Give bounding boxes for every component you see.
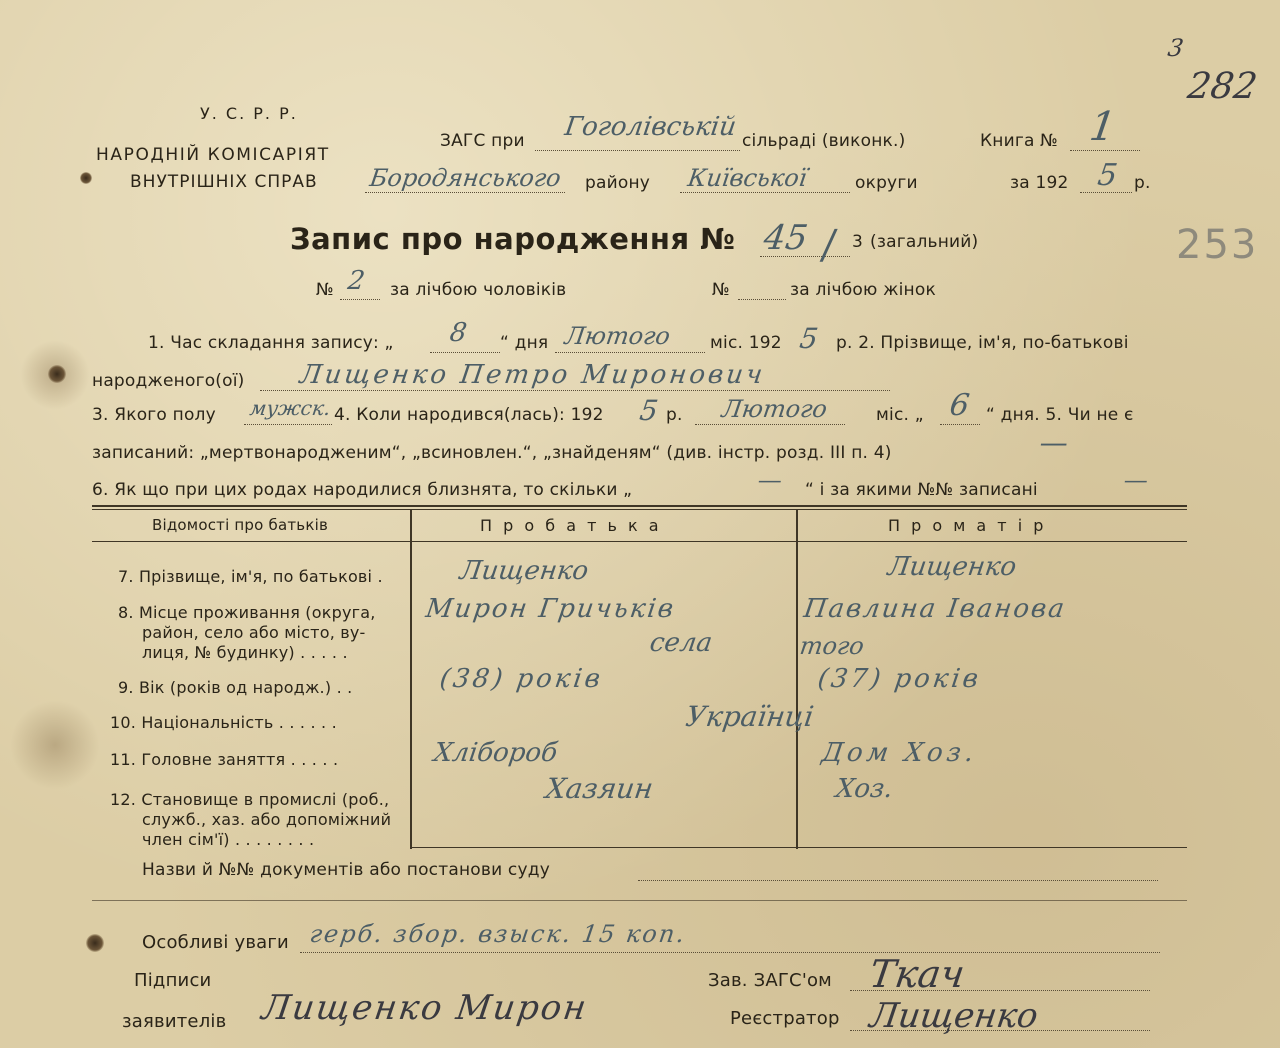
zags-label: ЗАГС при — [440, 131, 525, 151]
signatures-label: Підписи — [134, 970, 212, 991]
father-name: Мирон Гричьків — [423, 594, 678, 624]
republic-label: У. С. Р. Р. — [200, 104, 298, 123]
item-6-mid: “ і за якими №№ записані — [805, 480, 1038, 500]
record-day: 8 — [447, 318, 469, 348]
footer-rule — [92, 900, 1187, 901]
dotted-line — [738, 299, 786, 300]
item-1-day-suffix: “ дня — [500, 333, 549, 353]
punch-hole — [80, 172, 92, 184]
raion-name: Бородянського — [368, 164, 563, 192]
twins-numbers: — — [1122, 466, 1150, 494]
raion-label: району — [585, 173, 651, 193]
dotted-line — [340, 299, 380, 300]
table-column-divider — [410, 509, 412, 849]
item-4-label: 4. Коли народився(лась): 192 — [334, 405, 604, 425]
father-surname: Лищенко — [457, 556, 591, 586]
row-label-7: 7. Прізвище, ім'я, по батькові . — [118, 567, 383, 586]
zags-head-label: Зав. ЗАГС'ом — [708, 970, 832, 991]
item-5-label: “ дня. 5. Чи не є — [986, 405, 1134, 425]
applicants-label: заявителів — [122, 1011, 227, 1032]
okruha-name: Київської — [686, 164, 809, 192]
father-age: (38) років — [437, 664, 606, 694]
birth-year: 5 — [637, 394, 661, 427]
twins-count: — — [756, 466, 784, 494]
book-number: 1 — [1086, 104, 1119, 150]
record-slash: / — [818, 222, 839, 268]
item-6-label: 6. Як що при цих родах народилися близнята, то скільки „ — [92, 480, 633, 500]
row-label-12-line-3: член сім'ї) . . . . . . . . — [142, 830, 315, 849]
book-label: Книга № — [980, 131, 1059, 151]
column-header-info: Відомості про батьків — [152, 516, 328, 534]
table-top-rule — [92, 505, 1187, 507]
stain — [10, 700, 100, 790]
row-label-9: 9. Вік (років од народж.) . . — [118, 678, 353, 697]
zags-head-signature: Ткач — [866, 952, 968, 996]
dotted-line — [535, 150, 740, 151]
child-sex: мужск. — [248, 396, 333, 420]
mother-status: Хоз. — [833, 774, 895, 804]
mother-age: (37) років — [815, 664, 984, 694]
item-2-label: р. 2. Прізвище, ім'я, по-батькові — [836, 333, 1129, 353]
row-label-10: 10. Національність . . . . . . — [110, 713, 337, 732]
item-1-label: 1. Час складання запису: „ — [148, 333, 394, 353]
year-label: за 192 — [1010, 173, 1069, 193]
item-3-label: 3. Якого полу — [92, 405, 216, 425]
mother-place: того — [798, 632, 866, 660]
dotted-line — [1070, 150, 1140, 151]
table-top-rule — [92, 509, 1187, 510]
okruha-label: округи — [855, 173, 918, 193]
record-number-suffix: 3 — [852, 232, 864, 252]
table-bottom-rule — [410, 847, 1187, 848]
year-digit: 5 — [1095, 158, 1120, 193]
commissariat-line-1: НАРОДНІЙ КОМІСАРІЯТ — [96, 145, 330, 165]
column-header-father: П р о б а т ь к а — [480, 516, 662, 535]
item-5-continuation: записаний: „мертвонародженим“, „всиновлен.“, „знайденям“ (див. інстр. розд. III п. 4) — [92, 443, 892, 463]
notes-value: герб. збор. взыск. 15 коп. — [308, 920, 689, 948]
record-number: 45 — [761, 218, 811, 258]
men-label: за лічбою чоловіків — [390, 280, 567, 300]
birth-month: Лютого — [720, 395, 829, 423]
commissariat-line-2: ВНУТРІШНІХ СПРАВ — [130, 172, 318, 192]
stamp-number: 253 — [1176, 222, 1259, 268]
table-column-divider — [796, 509, 798, 849]
punch-hole — [86, 934, 104, 952]
mother-occupation: Дом Хоз. — [819, 738, 980, 768]
row-label-8-line-3: лиця, № будинку) . . . . . — [142, 643, 348, 662]
row-label-12-line-1: 12. Становище в промислі (роб., — [110, 790, 390, 809]
mother-surname: Лищенко — [885, 552, 1019, 582]
documents-label: Назви й №№ документів або постанови суду — [142, 860, 550, 880]
dotted-line — [430, 352, 500, 353]
birth-day: 6 — [947, 388, 972, 423]
men-prefix: № — [316, 280, 334, 300]
dotted-line — [365, 192, 565, 193]
dotted-line — [638, 880, 1158, 881]
notes-label: Особливі уваги — [142, 932, 289, 953]
item-4-r: р. — [666, 405, 683, 425]
item-1-month-suffix: міс. 192 — [710, 333, 782, 353]
council-label: сільраді (виконк.) — [742, 131, 906, 151]
dotted-line — [260, 390, 890, 391]
record-month: Лютого — [563, 322, 672, 350]
table-header-rule — [92, 541, 1187, 542]
nationality: Українці — [683, 700, 816, 733]
record-year: 5 — [797, 322, 821, 355]
mother-name: Павлина Іванова — [801, 594, 1068, 624]
born-label: народженого(ої) — [92, 371, 245, 391]
dotted-line — [244, 424, 332, 425]
row-label-11: 11. Головне заняття . . . . . — [110, 750, 339, 769]
year-suffix: р. — [1134, 173, 1151, 193]
row-label-8-line-2: район, село або місто, ву- — [142, 623, 366, 642]
applicant-signature: Лищенко Мирон — [259, 988, 591, 1028]
folio-number: 3 — [1166, 34, 1186, 62]
dotted-line — [680, 192, 850, 193]
general-label: (загальний) — [870, 232, 979, 252]
page-number: 282 — [1185, 66, 1260, 107]
dotted-line — [695, 424, 845, 425]
father-status: Хазяин — [543, 772, 656, 805]
women-prefix: № — [712, 280, 730, 300]
column-header-mother: П р о м а т і р — [888, 516, 1047, 535]
father-place: села — [647, 628, 715, 658]
dotted-line — [300, 952, 1160, 953]
row-label-12-line-2: служб., хаз. або допоміжний — [142, 810, 392, 829]
punch-hole — [48, 365, 66, 383]
item-5-value: — — [1037, 426, 1071, 459]
zags-name: Гоголівській — [562, 112, 739, 142]
registrar-label: Реєстратор — [730, 1008, 840, 1029]
father-occupation: Хлібороб — [431, 738, 560, 768]
item-4-month-label: міс. „ — [876, 405, 924, 425]
child-name: Лищенко Петро Миронович — [297, 360, 768, 390]
women-label: за лічбою жінок — [790, 280, 936, 300]
record-title: Запис про народження № — [290, 222, 736, 256]
registrar-signature: Лищенко — [867, 996, 1041, 1036]
dotted-line — [940, 424, 980, 425]
men-count: 2 — [345, 266, 367, 296]
dotted-line — [555, 352, 705, 353]
row-label-8-line-1: 8. Місце проживання (округа, — [118, 603, 376, 622]
